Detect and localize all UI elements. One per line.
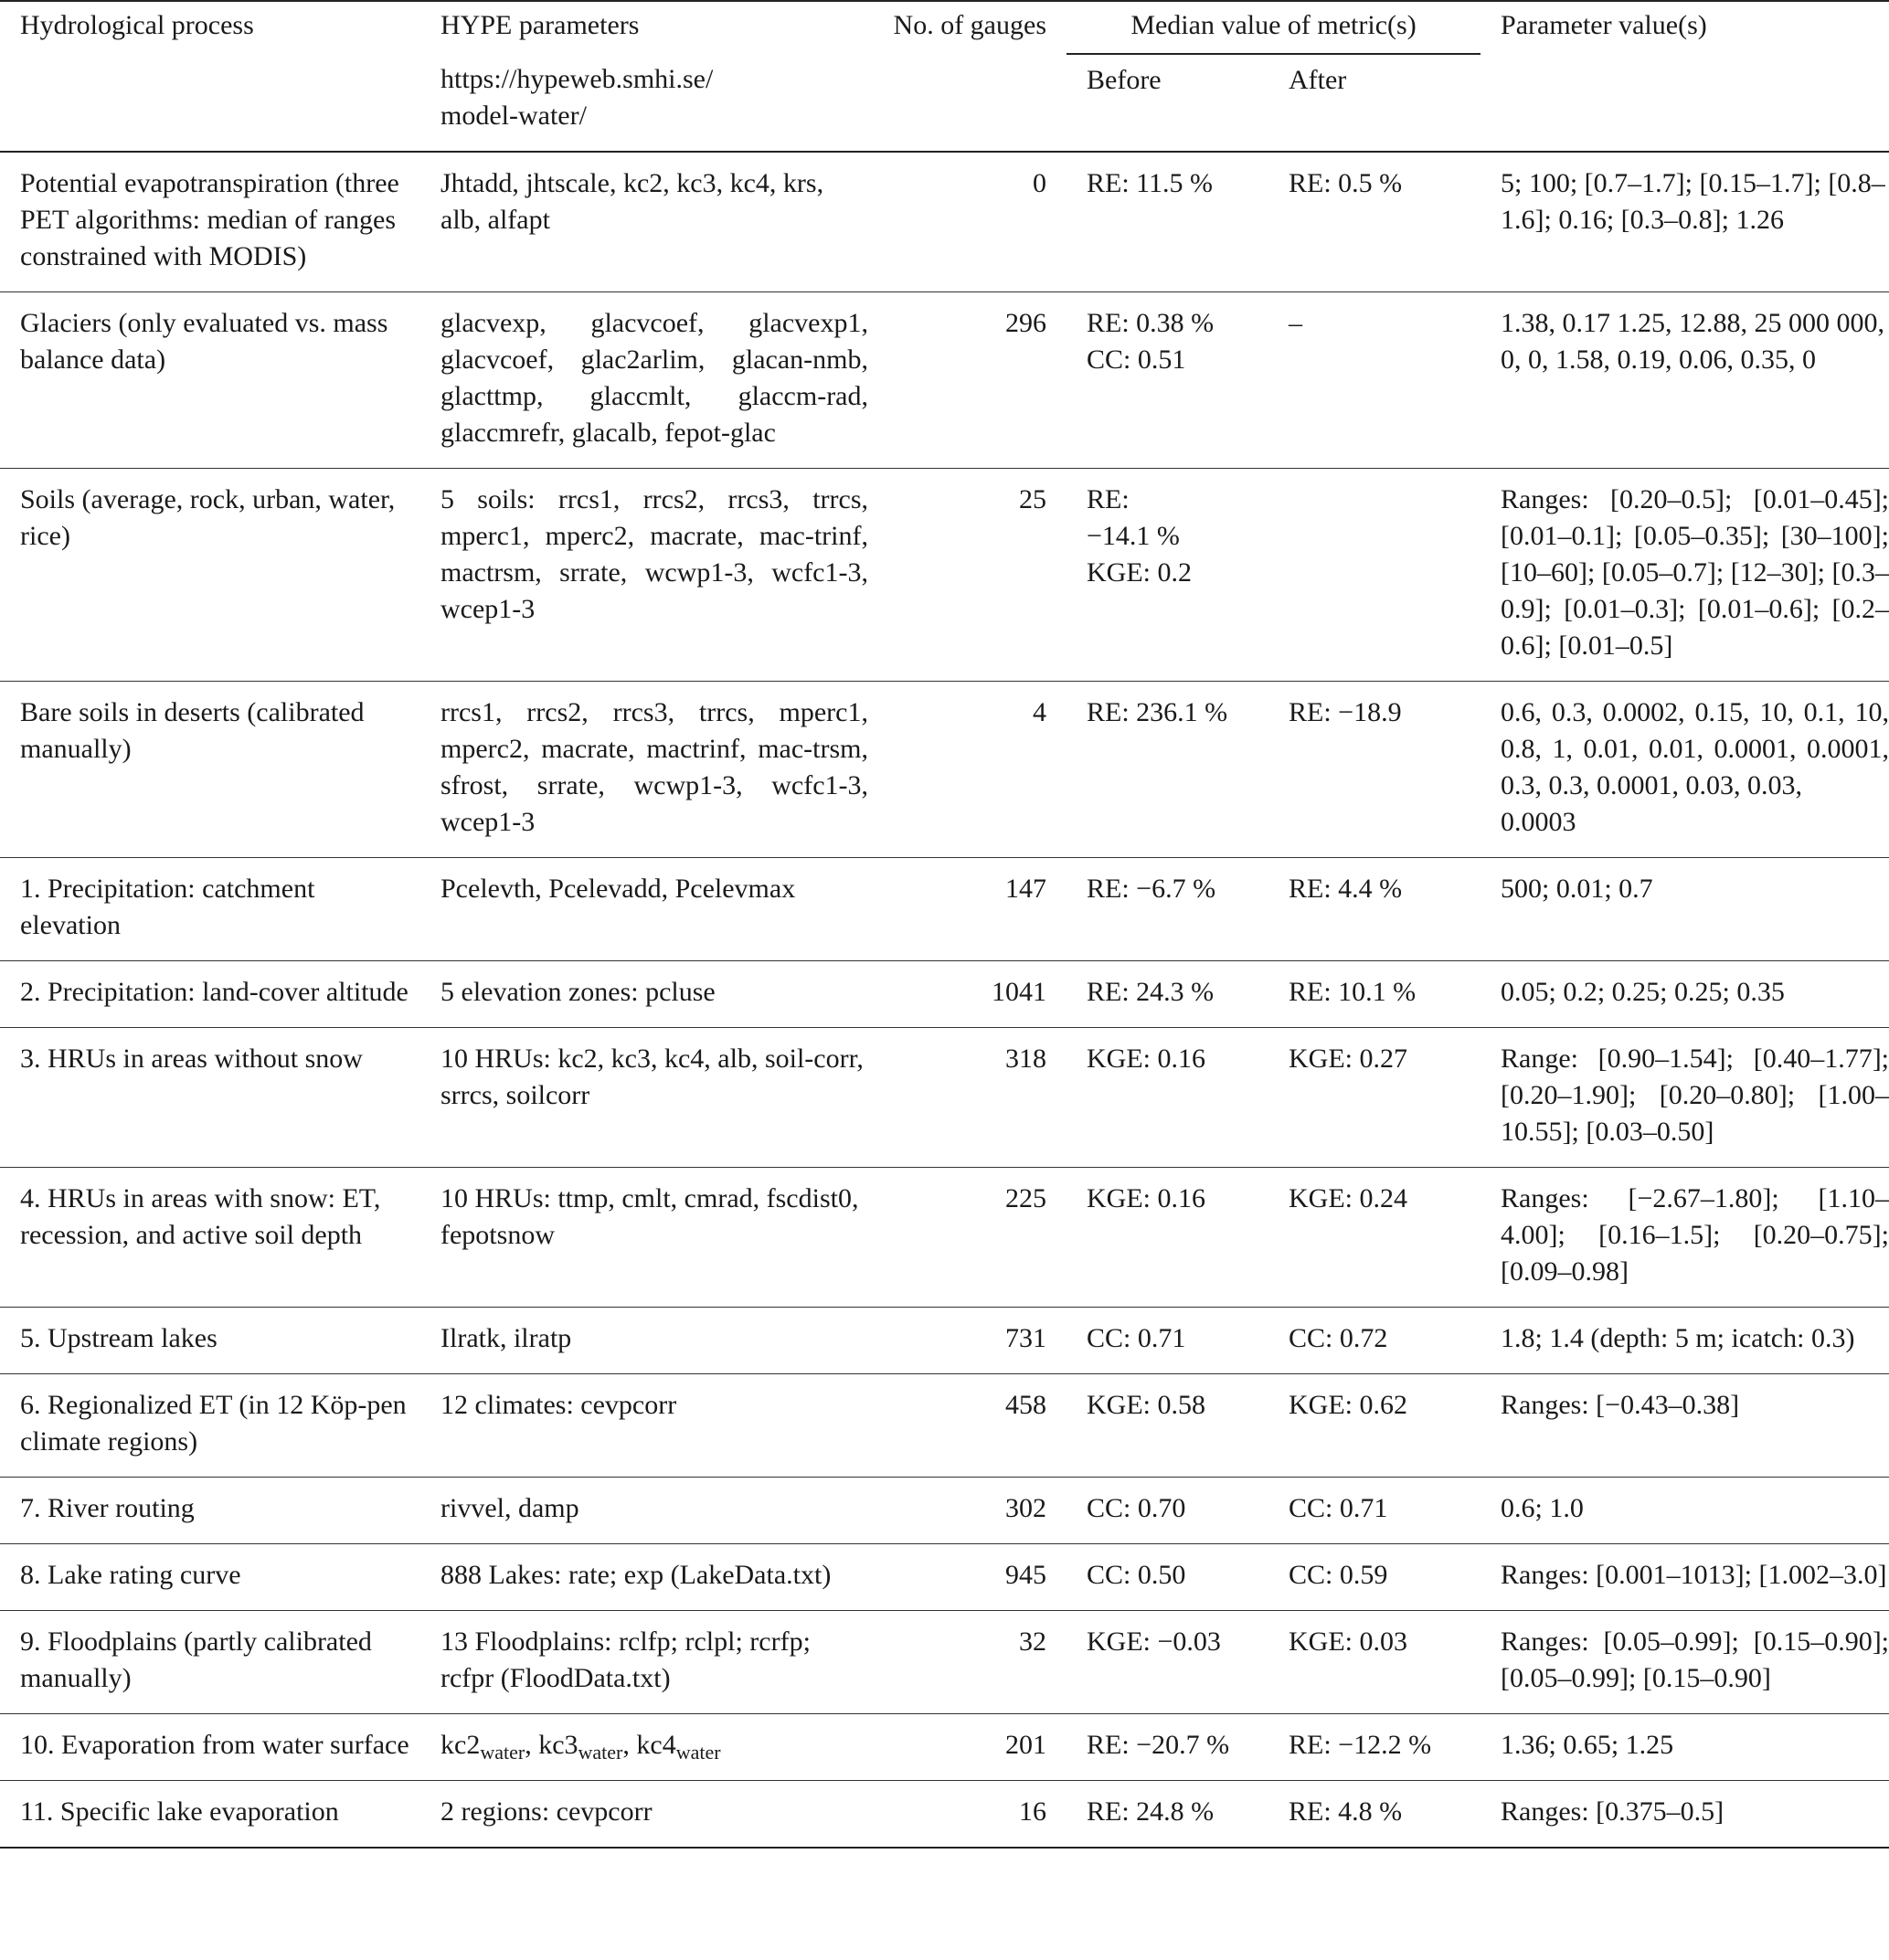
- cell-values: Ranges: [0.05–0.99]; [0.15–0.90]; [0.05–0.99]; [0.15–0.90]: [1501, 1626, 1889, 1693]
- cell-after: KGE: 0.27: [1289, 1044, 1407, 1074]
- cell-values: 0.6; 1.0: [1501, 1493, 1584, 1523]
- cell-params: 5 elevation zones: pcluse: [440, 977, 716, 1007]
- cell-values: 1.38, 0.17 1.25, 12.88, 25 000 000, 0, 0, 1.58, 0.19, 0.06, 0.35, 0: [1501, 308, 1885, 375]
- cell-before: KGE: 0.16: [1087, 1183, 1205, 1213]
- header-gauges: No. of gauges: [893, 10, 1046, 40]
- cell-process: 5. Upstream lakes: [20, 1323, 218, 1353]
- cell-params: Ilratk, ilratp: [440, 1323, 572, 1353]
- cell-process: 10. Evaporation from water surface: [20, 1730, 409, 1760]
- cell-params: 10 HRUs: kc2, kc3, kc4, alb, soil-corr, srrcs, soilcorr: [440, 1044, 864, 1110]
- cell-before: KGE: 0.58: [1087, 1390, 1205, 1420]
- cell-gauges: 4: [1033, 697, 1046, 727]
- cell-before: RE: 24.3 %: [1087, 977, 1215, 1007]
- table-row: [0, 961, 1889, 1028]
- cell-gauges: 296: [1005, 308, 1046, 338]
- cell-gauges: 25: [1019, 484, 1046, 514]
- cell-gauges: 731: [1005, 1323, 1046, 1353]
- table-row: [0, 469, 1889, 682]
- cell-values: Ranges: [0.375–0.5]: [1501, 1796, 1725, 1827]
- header-before: Before: [1087, 65, 1162, 95]
- cell-before: RE: −14.1 % KGE: 0.2: [1087, 484, 1192, 588]
- header-after: After: [1289, 65, 1347, 95]
- cell-params: glacvexp, glacvcoef, glacvexp1, glacvcoef, glac2arlim, glacan-nmb, glacttmp, glaccmlt, glaccm-rad, glaccmrefr, glacalb, fepot-glac: [440, 308, 868, 448]
- cell-values: Ranges: [0.001–1013]; [1.002–3.0]: [1501, 1560, 1887, 1590]
- cell-process: 11. Specific lake evaporation: [20, 1796, 339, 1827]
- cell-after: RE: 0.5 %: [1289, 168, 1403, 198]
- cell-values: 0.05; 0.2; 0.25; 0.25; 0.35: [1501, 977, 1785, 1007]
- table-row: [0, 152, 1889, 292]
- header-param-values: Parameter value(s): [1501, 10, 1707, 40]
- table-row: [0, 1544, 1889, 1611]
- cell-before: CC: 0.71: [1087, 1323, 1186, 1353]
- cell-process: 3. HRUs in areas without snow: [20, 1044, 363, 1074]
- header-hype-params: HYPE parameters: [440, 10, 640, 40]
- cell-before: RE: 236.1 %: [1087, 697, 1228, 727]
- table-row: [0, 1611, 1889, 1714]
- header-median-metric: Median value of metric(s): [1067, 1, 1480, 54]
- cell-after: –: [1289, 308, 1302, 338]
- cell-params: rrcs1, rrcs2, rrcs3, trrcs, mperc1, mperc2, macrate, mactrinf, mac-trsm, sfrost, srrate, wcwp1-3, wcfc1-3, wcep1-3: [440, 697, 868, 837]
- cell-process: 9. Floodplains (partly calibrated manually): [20, 1626, 372, 1693]
- table-row: [0, 1308, 1889, 1374]
- cell-params: 888 Lakes: rate; exp (LakeData.txt): [440, 1560, 832, 1590]
- cell-params: 2 regions: cevpcorr: [440, 1796, 653, 1827]
- header-hype-url: https://hypeweb.smhi.se/ model-water/: [440, 64, 714, 131]
- cell-values: 1.36; 0.65; 1.25: [1501, 1730, 1674, 1760]
- table-row: [0, 1374, 1889, 1478]
- cell-gauges: 1041: [992, 977, 1046, 1007]
- cell-after: [1268, 469, 1480, 682]
- cell-params: Pcelevth, Pcelevadd, Pcelevmax: [440, 874, 796, 904]
- cell-params: 13 Floodplains: rclfp; rclpl; rcrfp; rcfpr (FloodData.txt): [440, 1626, 811, 1693]
- cell-process: 1. Precipitation: catchment elevation: [20, 874, 315, 940]
- cell-params: 12 climates: cevpcorr: [440, 1390, 677, 1420]
- cell-before: RE: −20.7 %: [1087, 1730, 1230, 1760]
- cell-gauges: 201: [1005, 1730, 1046, 1760]
- cell-before: RE: 0.38 % CC: 0.51: [1087, 308, 1215, 375]
- cell-gauges: 318: [1005, 1044, 1046, 1074]
- cell-values: Ranges: [0.20–0.5]; [0.01–0.45]; [0.01–0.1]; [0.05–0.35]; [30–100]; [10–60]; [0.05–0.7]; [12–30]; [0.3–0.9]; [0.01–0.3]; [0.01–0.6]; [0.2–0.6]; [0.01–0.5]: [1501, 484, 1889, 661]
- cell-process: 7. River routing: [20, 1493, 195, 1523]
- cell-values: 5; 100; [0.7–1.7]; [0.15–1.7]; [0.8–1.6]; 0.16; [0.3–0.8]; 1.26: [1501, 168, 1885, 235]
- cell-process: Potential evapotranspiration (three PET algorithms: median of ranges constrained with MODIS): [20, 168, 399, 271]
- cell-params: rivvel, damp: [440, 1493, 579, 1523]
- table-row: [0, 1714, 1889, 1781]
- cell-after: KGE: 0.24: [1289, 1183, 1407, 1213]
- cell-gauges: 302: [1005, 1493, 1046, 1523]
- cell-values: 0.6, 0.3, 0.0002, 0.15, 10, 0.1, 10, 0.8, 1, 0.01, 0.01, 0.0001, 0.0001, 0.3, 0.3, 0.0001, 0.03, 0.03, 0.0003: [1501, 697, 1889, 837]
- table-row: [0, 1478, 1889, 1544]
- cell-gauges: 16: [1019, 1796, 1046, 1827]
- cell-before: RE: 24.8 %: [1087, 1796, 1215, 1827]
- table-row: [0, 682, 1889, 858]
- table-row: [0, 292, 1889, 469]
- cell-values: 1.8; 1.4 (depth: 5 m; icatch: 0.3): [1501, 1323, 1855, 1353]
- cell-process: 8. Lake rating curve: [20, 1560, 241, 1590]
- cell-after: KGE: 0.03: [1289, 1626, 1407, 1657]
- cell-gauges: 458: [1005, 1390, 1046, 1420]
- cell-gauges: 945: [1005, 1560, 1046, 1590]
- header-row: [0, 1, 1889, 54]
- table-row: [0, 1028, 1889, 1168]
- cell-before: KGE: 0.16: [1087, 1044, 1205, 1074]
- table-row: [0, 1168, 1889, 1308]
- cell-gauges: 147: [1005, 874, 1046, 904]
- cell-after: KGE: 0.62: [1289, 1390, 1407, 1420]
- cell-process: 6. Regionalized ET (in 12 Köp-pen climate regions): [20, 1390, 407, 1457]
- cell-after: CC: 0.71: [1289, 1493, 1388, 1523]
- cell-process: 2. Precipitation: land-cover altitude: [20, 977, 409, 1007]
- cell-params: Jhtadd, jhtscale, kc2, kc3, kc4, krs, alb, alfapt: [440, 168, 824, 235]
- cell-after: CC: 0.59: [1289, 1560, 1388, 1590]
- cell-values: Ranges: [−0.43–0.38]: [1501, 1390, 1740, 1420]
- table-row: [0, 1781, 1889, 1849]
- cell-before: RE: 11.5 %: [1087, 168, 1214, 198]
- cell-process: 4. HRUs in areas with snow: ET, recession, and active soil depth: [20, 1183, 381, 1250]
- cell-gauges: 0: [1033, 168, 1046, 198]
- cell-values: Range: [0.90–1.54]; [0.40–1.77]; [0.20–1.90]; [0.20–0.80]; [1.00–10.55]; [0.03–0.50]: [1501, 1044, 1889, 1147]
- cell-after: RE: 4.4 %: [1289, 874, 1403, 904]
- cell-after: RE: 4.8 %: [1289, 1796, 1403, 1827]
- cell-process: Glaciers (only evaluated vs. mass balance data): [20, 308, 388, 375]
- cell-gauges: 225: [1005, 1183, 1046, 1213]
- cell-after: RE: 10.1 %: [1289, 977, 1417, 1007]
- cell-before: KGE: −0.03: [1087, 1626, 1221, 1657]
- cell-after: RE: −18.9: [1289, 697, 1402, 727]
- cell-values: Ranges: [−2.67–1.80]; [1.10–4.00]; [0.16–1.5]; [0.20–0.75]; [0.09–0.98]: [1501, 1183, 1889, 1287]
- header-process: Hydrological process: [20, 10, 254, 40]
- table-row: [0, 858, 1889, 961]
- cell-process: Bare soils in deserts (calibrated manually): [20, 697, 365, 764]
- cell-after: RE: −12.2 %: [1289, 1730, 1432, 1760]
- cell-gauges: 32: [1019, 1626, 1046, 1657]
- cell-params: 5 soils: rrcs1, rrcs2, rrcs3, trrcs, mperc1, mperc2, macrate, mac-trinf, mactrsm, srrate, wcwp1-3, wcfc1-3, wcep1-3: [440, 484, 868, 624]
- cell-before: CC: 0.50: [1087, 1560, 1186, 1590]
- cell-before: RE: −6.7 %: [1087, 874, 1216, 904]
- cell-values: 500; 0.01; 0.7: [1501, 874, 1653, 904]
- cell-process: Soils (average, rock, urban, water, rice): [20, 484, 396, 551]
- cell-before: CC: 0.70: [1087, 1493, 1186, 1523]
- cell-params: 10 HRUs: ttmp, cmlt, cmrad, fscdist0, fepotsnow: [440, 1183, 859, 1250]
- cell-after: CC: 0.72: [1289, 1323, 1388, 1353]
- cell-params: $kc2_{water}$, $kc3_{water}$, $kc4_{water}$: [440, 1730, 721, 1764]
